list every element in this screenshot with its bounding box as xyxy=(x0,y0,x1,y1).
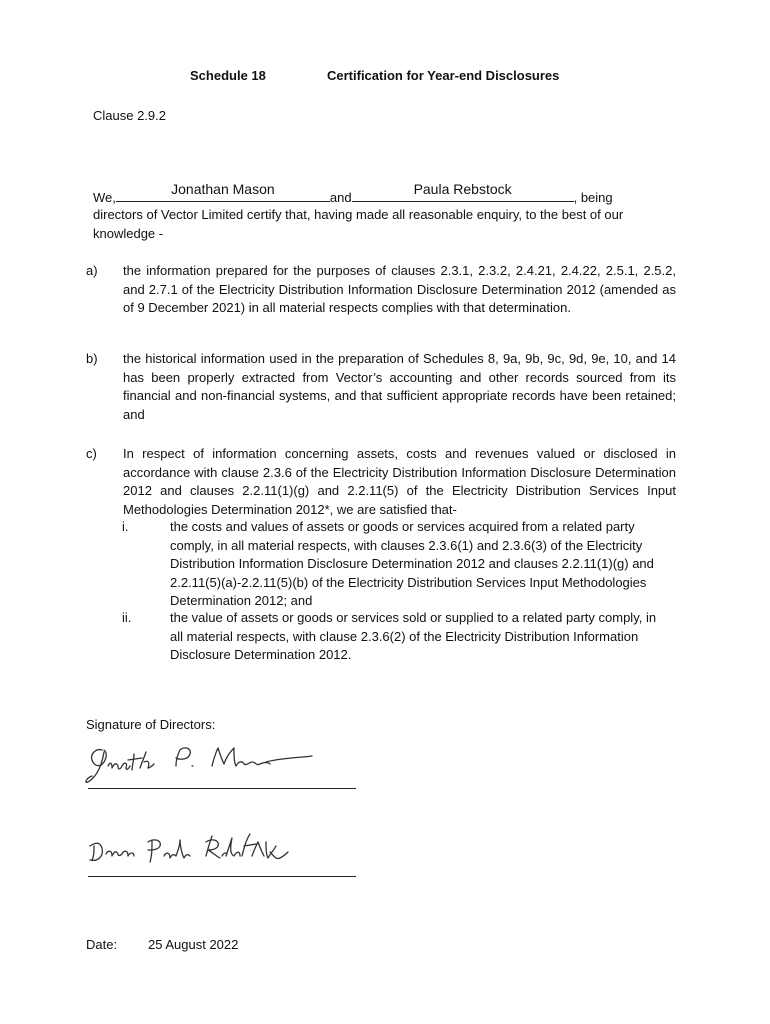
certification-statement: directors of Vector Limited certify that, having made all reasonable enquiry, to the best of our knowledge - xyxy=(93,207,624,241)
signature-2 xyxy=(80,828,370,888)
item-label: b) xyxy=(86,351,98,366)
signature-2-graphic xyxy=(80,828,370,888)
we-text: We, xyxy=(93,190,116,205)
director-name-field-1[interactable] xyxy=(116,181,330,202)
item-a xyxy=(86,262,676,318)
item-b xyxy=(86,350,676,424)
item-c xyxy=(86,445,676,519)
schedule-number: Schedule 18 xyxy=(190,68,266,83)
subitem-text: the costs and values of assets or goods or services acquired from a related party comply, in all material respects, with clauses 2.3.6(1) and 2.3.6(3) of the Electricity Distribution Information Disclosure Determination 2012 and clauses 2.2.11(1)(g) and 2.2.11(5)(a)-2.2.11(5)(b) of the Electricity Distribution Services Input Methodologies Determination 2012; and xyxy=(170,519,654,608)
signature-1 xyxy=(80,738,370,798)
subitem-label: ii. xyxy=(122,610,132,625)
date-label: Date: xyxy=(86,937,118,952)
signature-1-graphic xyxy=(80,738,370,798)
item-text: the information prepared for the purposes of clauses 2.3.1, 2.3.2, 2.4.21, 2.4.22, 2.5.1, 2.5.2, and 2.7.1 of the Electricity Distribution Information Disclosure Determination 2012 (amended as of 9 December 2021) in all material respects complies with that determination. xyxy=(123,263,676,315)
signature-title: Signature of Directors: xyxy=(86,717,216,732)
director-names-line xyxy=(93,181,693,207)
clause-reference: Clause 2.9.2 xyxy=(93,108,166,123)
item-text: the historical information used in the preparation of Schedules 8, 9a, 9b, 9c, 9d, 9e, 10, and 14 has been properly extracted from Vector’s accounting and other records sourced from its financial and non-financial systems, and that sufficient appropriate records have been retained; and xyxy=(123,351,676,422)
director-name-1: Jonathan Mason xyxy=(171,181,275,197)
subitem-text: the value of assets or goods or services sold or supplied to a related party comply, in all material respects, with clause 2.3.6(2) of the Electricity Distribution Information Disclosure Determination 2012. xyxy=(170,610,657,662)
item-label: a) xyxy=(86,263,98,278)
signature-line-2[interactable] xyxy=(88,876,356,877)
subitem-i xyxy=(122,518,672,611)
subitem-label: i. xyxy=(122,519,129,534)
document-title: Certification for Year-end Disclosures xyxy=(327,68,560,83)
date-value: 25 August 2022 xyxy=(148,937,239,952)
being-text: , being xyxy=(573,190,613,205)
item-label: c) xyxy=(86,446,97,461)
and-text: and xyxy=(329,190,352,205)
subitem-ii xyxy=(122,609,672,665)
signature-line-1[interactable] xyxy=(88,788,356,789)
item-text: In respect of information concerning assets, costs and revenues valued or disclosed in accordance with clause 2.3.6 of the Electricity Distribution Information Disclosure Determination 2012 and clauses 2.2.11(1)(g) and 2.2.11(5) of the Electricity Distribution Services Input Methodologies Determination 2012*, we are satisfied that- xyxy=(123,446,676,517)
director-name-2: Paula Rebstock xyxy=(413,181,512,197)
director-name-field-2[interactable] xyxy=(352,181,574,202)
